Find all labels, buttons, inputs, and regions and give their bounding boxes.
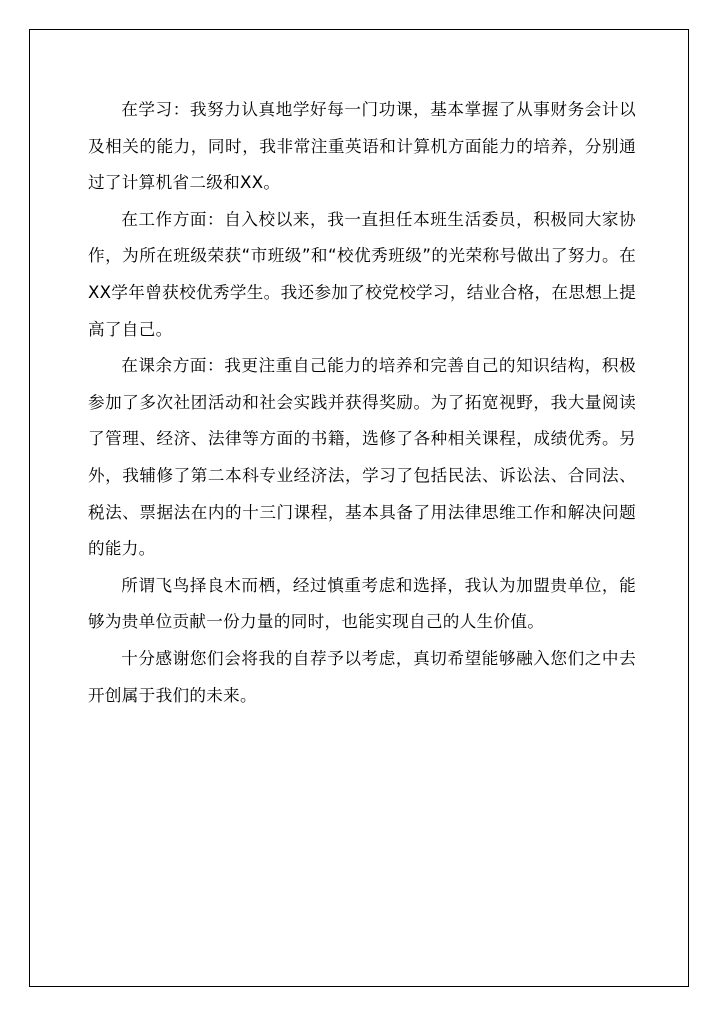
paragraph-motivation: 所谓飞鸟择良木而栖，经过慎重考虑和选择，我认为加盟贵单位，能够为贵单位贡献一份力量的同时，也能实现自己的人生价值。 bbox=[88, 575, 636, 632]
paragraph-work: 在工作方面：自入校以来，我一直担任本班生活委员，积极同大家协作，为所在班级荣获“市班级”和“校优秀班级”的光荣称号做出了努力。在XX学年曾获校优秀学生。我还参加了校党校学习，结业合格，在思想上提高了自己。 bbox=[88, 209, 636, 339]
paragraph-closing: 十分感谢您们会将我的自荐予以考虑，真切希望能够融入您们之中去开创属于我们的未来。 bbox=[88, 648, 636, 705]
paragraph-extracurricular: 在课余方面：我更注重自己能力的培养和完善自己的知识结构，积极参加了多次社团活动和社会实践并获得奖励。为了拓宽视野，我大量阅读了管理、经济、法律等方面的书籍，选修了各种相关课程，成绩优秀。另外，我辅修了第二本科专业经济法，学习了包括民法、诉讼法、合同法、税法、票据法在内的十三门课程，基本具备了用法律思维工作和解决问题的能力。 bbox=[88, 356, 636, 559]
document-body bbox=[88, 92, 636, 714]
paragraph-study: 在学习：我努力认真地学好每一门功课，基本掌握了从事财务会计以及相关的能力，同时，我非常注重英语和计算机方面能力的培养，分别通过了计算机省二级和XX。 bbox=[88, 100, 636, 193]
